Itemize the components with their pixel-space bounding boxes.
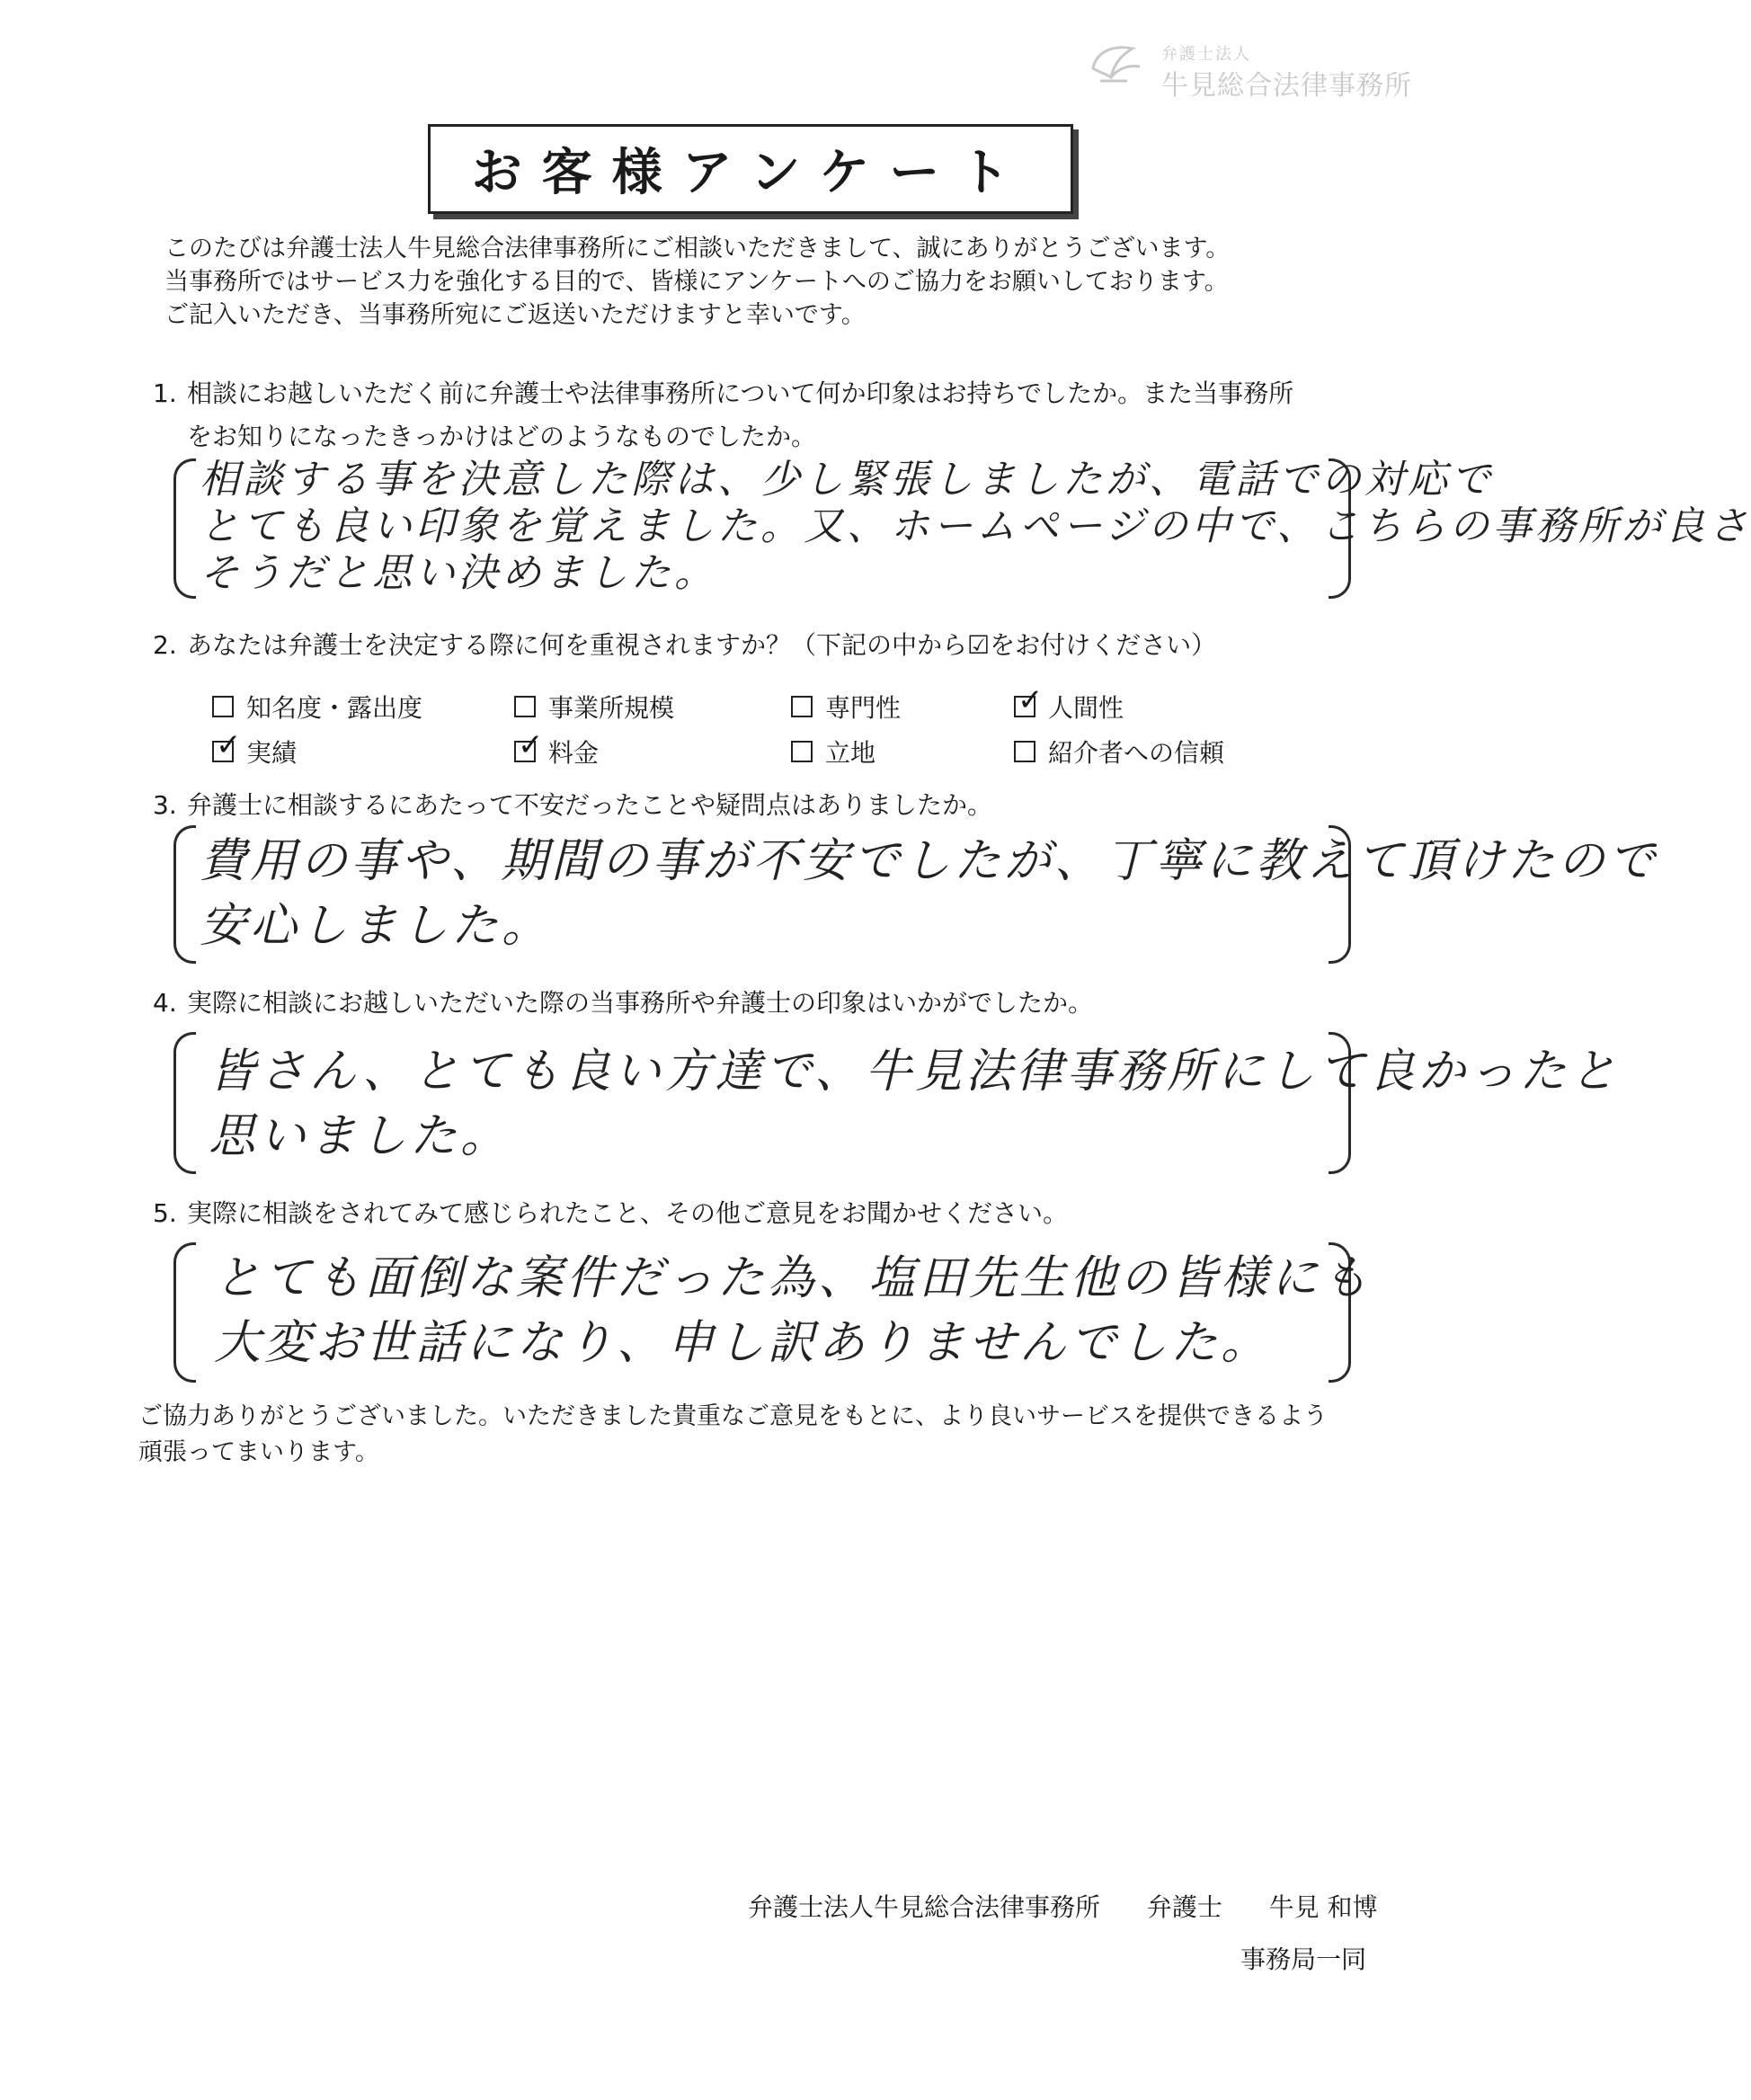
- checkbox[interactable]: [514, 727, 544, 763]
- check-mark-icon: ✓: [518, 727, 544, 763]
- answer-5: [214, 1246, 1372, 1375]
- checkbox[interactable]: [1014, 682, 1044, 718]
- question-number: 3.: [153, 790, 177, 820]
- option-personality[interactable]: [1014, 682, 1124, 725]
- option-track-record[interactable]: [212, 727, 298, 770]
- option-office-size[interactable]: [514, 689, 674, 725]
- question-text-cont: をお知りになったきっかけはどのようなものでしたか。: [187, 422, 817, 451]
- signature-office: 弁護士法人牛見総合法律事務所: [748, 1892, 1101, 1922]
- answer-line: とても良い印象を覚えました。又、ホームページの中で、こちらの事務所が良さ: [200, 503, 1751, 549]
- question-number: 2.: [153, 630, 177, 660]
- logo-emblem-icon: [1088, 41, 1143, 90]
- answer-3: [200, 829, 1658, 958]
- option-label: 実績: [246, 738, 298, 768]
- answer-line: 思いました。: [209, 1109, 511, 1163]
- answer-bracket-left: [173, 1242, 196, 1383]
- answer-bracket-left: [173, 1032, 196, 1174]
- answer-line: 大変お世話になり、申し訳ありませんでした。: [214, 1316, 1272, 1370]
- question-number: 1.: [153, 378, 177, 408]
- checkbox[interactable]: [791, 741, 813, 762]
- survey-title: お客様アンケート: [428, 124, 1073, 214]
- answer-line: とても面倒な案件だった為、塩田先生他の皆様にも: [214, 1251, 1373, 1305]
- intro-text: [164, 232, 1230, 332]
- option-label: 人間性: [1048, 693, 1124, 723]
- question-5: [153, 1192, 1068, 1235]
- logo-name: 牛見総合法律事務所: [1161, 70, 1412, 102]
- closing-line: ご協力ありがとうございました。いただきました貴重なご意見をもとに、より良いサービスを提供できるよう: [138, 1402, 1328, 1430]
- intro-line: ご記入いただき、当事務所宛にご返送いただけますと幸いです。: [164, 301, 866, 329]
- closing-line: 頑張ってまいります。: [138, 1438, 379, 1466]
- answer-line: 皆さん、とても良い方達で、牛見法律事務所にして良かったと: [209, 1045, 1621, 1099]
- question-3: [153, 784, 992, 827]
- question-text: あなたは弁護士を決定する際に何を重視されますか？（下記の中から☑をお付けください）: [187, 630, 1217, 660]
- signature-staff: 事務局一同: [1240, 1944, 1367, 1974]
- checkbox[interactable]: [514, 696, 536, 717]
- option-label: 料金: [548, 738, 600, 768]
- checkbox[interactable]: [212, 696, 234, 717]
- signature-line: [748, 1888, 1378, 1924]
- signature-role: 弁護士: [1146, 1892, 1222, 1922]
- answer-4: [209, 1039, 1620, 1169]
- intro-line: 当事務所ではサービス力を強化する目的で、皆様にアンケートへのご協力をお願いしております。: [164, 268, 1229, 296]
- question-text: 相談にお越しいただく前に弁護士や法律事務所について何か印象はお持ちでしたか。また当事務所: [187, 378, 1294, 408]
- question-text: 実際に相談をされてみて感じられたこと、その他ご意見をお聞かせください。: [187, 1198, 1069, 1228]
- option-expertise[interactable]: [791, 689, 901, 725]
- check-mark-icon: ✓: [216, 727, 242, 763]
- option-label: 知名度・露出度: [246, 693, 423, 723]
- question-text: 弁護士に相談するにあたって不安だったことや疑問点はありましたか。: [187, 790, 993, 820]
- option-label: 紹介者への信頼: [1048, 738, 1225, 768]
- office-logo: [1088, 36, 1447, 102]
- option-label: 事業所規模: [548, 693, 675, 723]
- answer-1: [200, 457, 1751, 597]
- checkbox[interactable]: [1014, 741, 1035, 762]
- closing-message: [138, 1399, 1328, 1471]
- option-awareness[interactable]: [212, 689, 422, 725]
- question-2: [153, 624, 1216, 667]
- answer-line: 安心しました。: [200, 899, 553, 953]
- question-number: 4.: [153, 988, 177, 1018]
- signature-name: 牛見 和博: [1268, 1892, 1378, 1922]
- option-label: 立地: [825, 738, 876, 768]
- question-4: [153, 982, 1093, 1025]
- intro-line: このたびは弁護士法人牛見総合法律事務所にご相談いただきまして、誠にありがとうございます。: [164, 235, 1231, 262]
- question-1: [153, 372, 1293, 458]
- option-location[interactable]: [791, 734, 876, 770]
- question-text: 実際に相談にお越しいただいた際の当事務所や弁護士の印象はいかがでしたか。: [187, 988, 1094, 1018]
- logo-subtitle: 弁護士法人: [1161, 45, 1251, 64]
- checkbox[interactable]: [791, 696, 813, 717]
- answer-bracket-left: [173, 458, 196, 599]
- answer-line: そうだと思い決めました。: [200, 550, 717, 596]
- question-number: 5.: [153, 1198, 177, 1228]
- option-referrer-trust[interactable]: [1014, 734, 1224, 770]
- checkbox[interactable]: [212, 727, 242, 763]
- answer-bracket-left: [173, 825, 196, 964]
- option-label: 専門性: [825, 693, 902, 723]
- check-mark-icon: ✓: [1018, 682, 1044, 718]
- option-fees[interactable]: [514, 727, 600, 770]
- answer-line: 相談する事を決意した際は、少し緊張しましたが、電話での対応で: [200, 457, 1494, 503]
- answer-line: 費用の事や、期間の事が不安でしたが、丁寧に教えて頂けたので: [200, 834, 1658, 888]
